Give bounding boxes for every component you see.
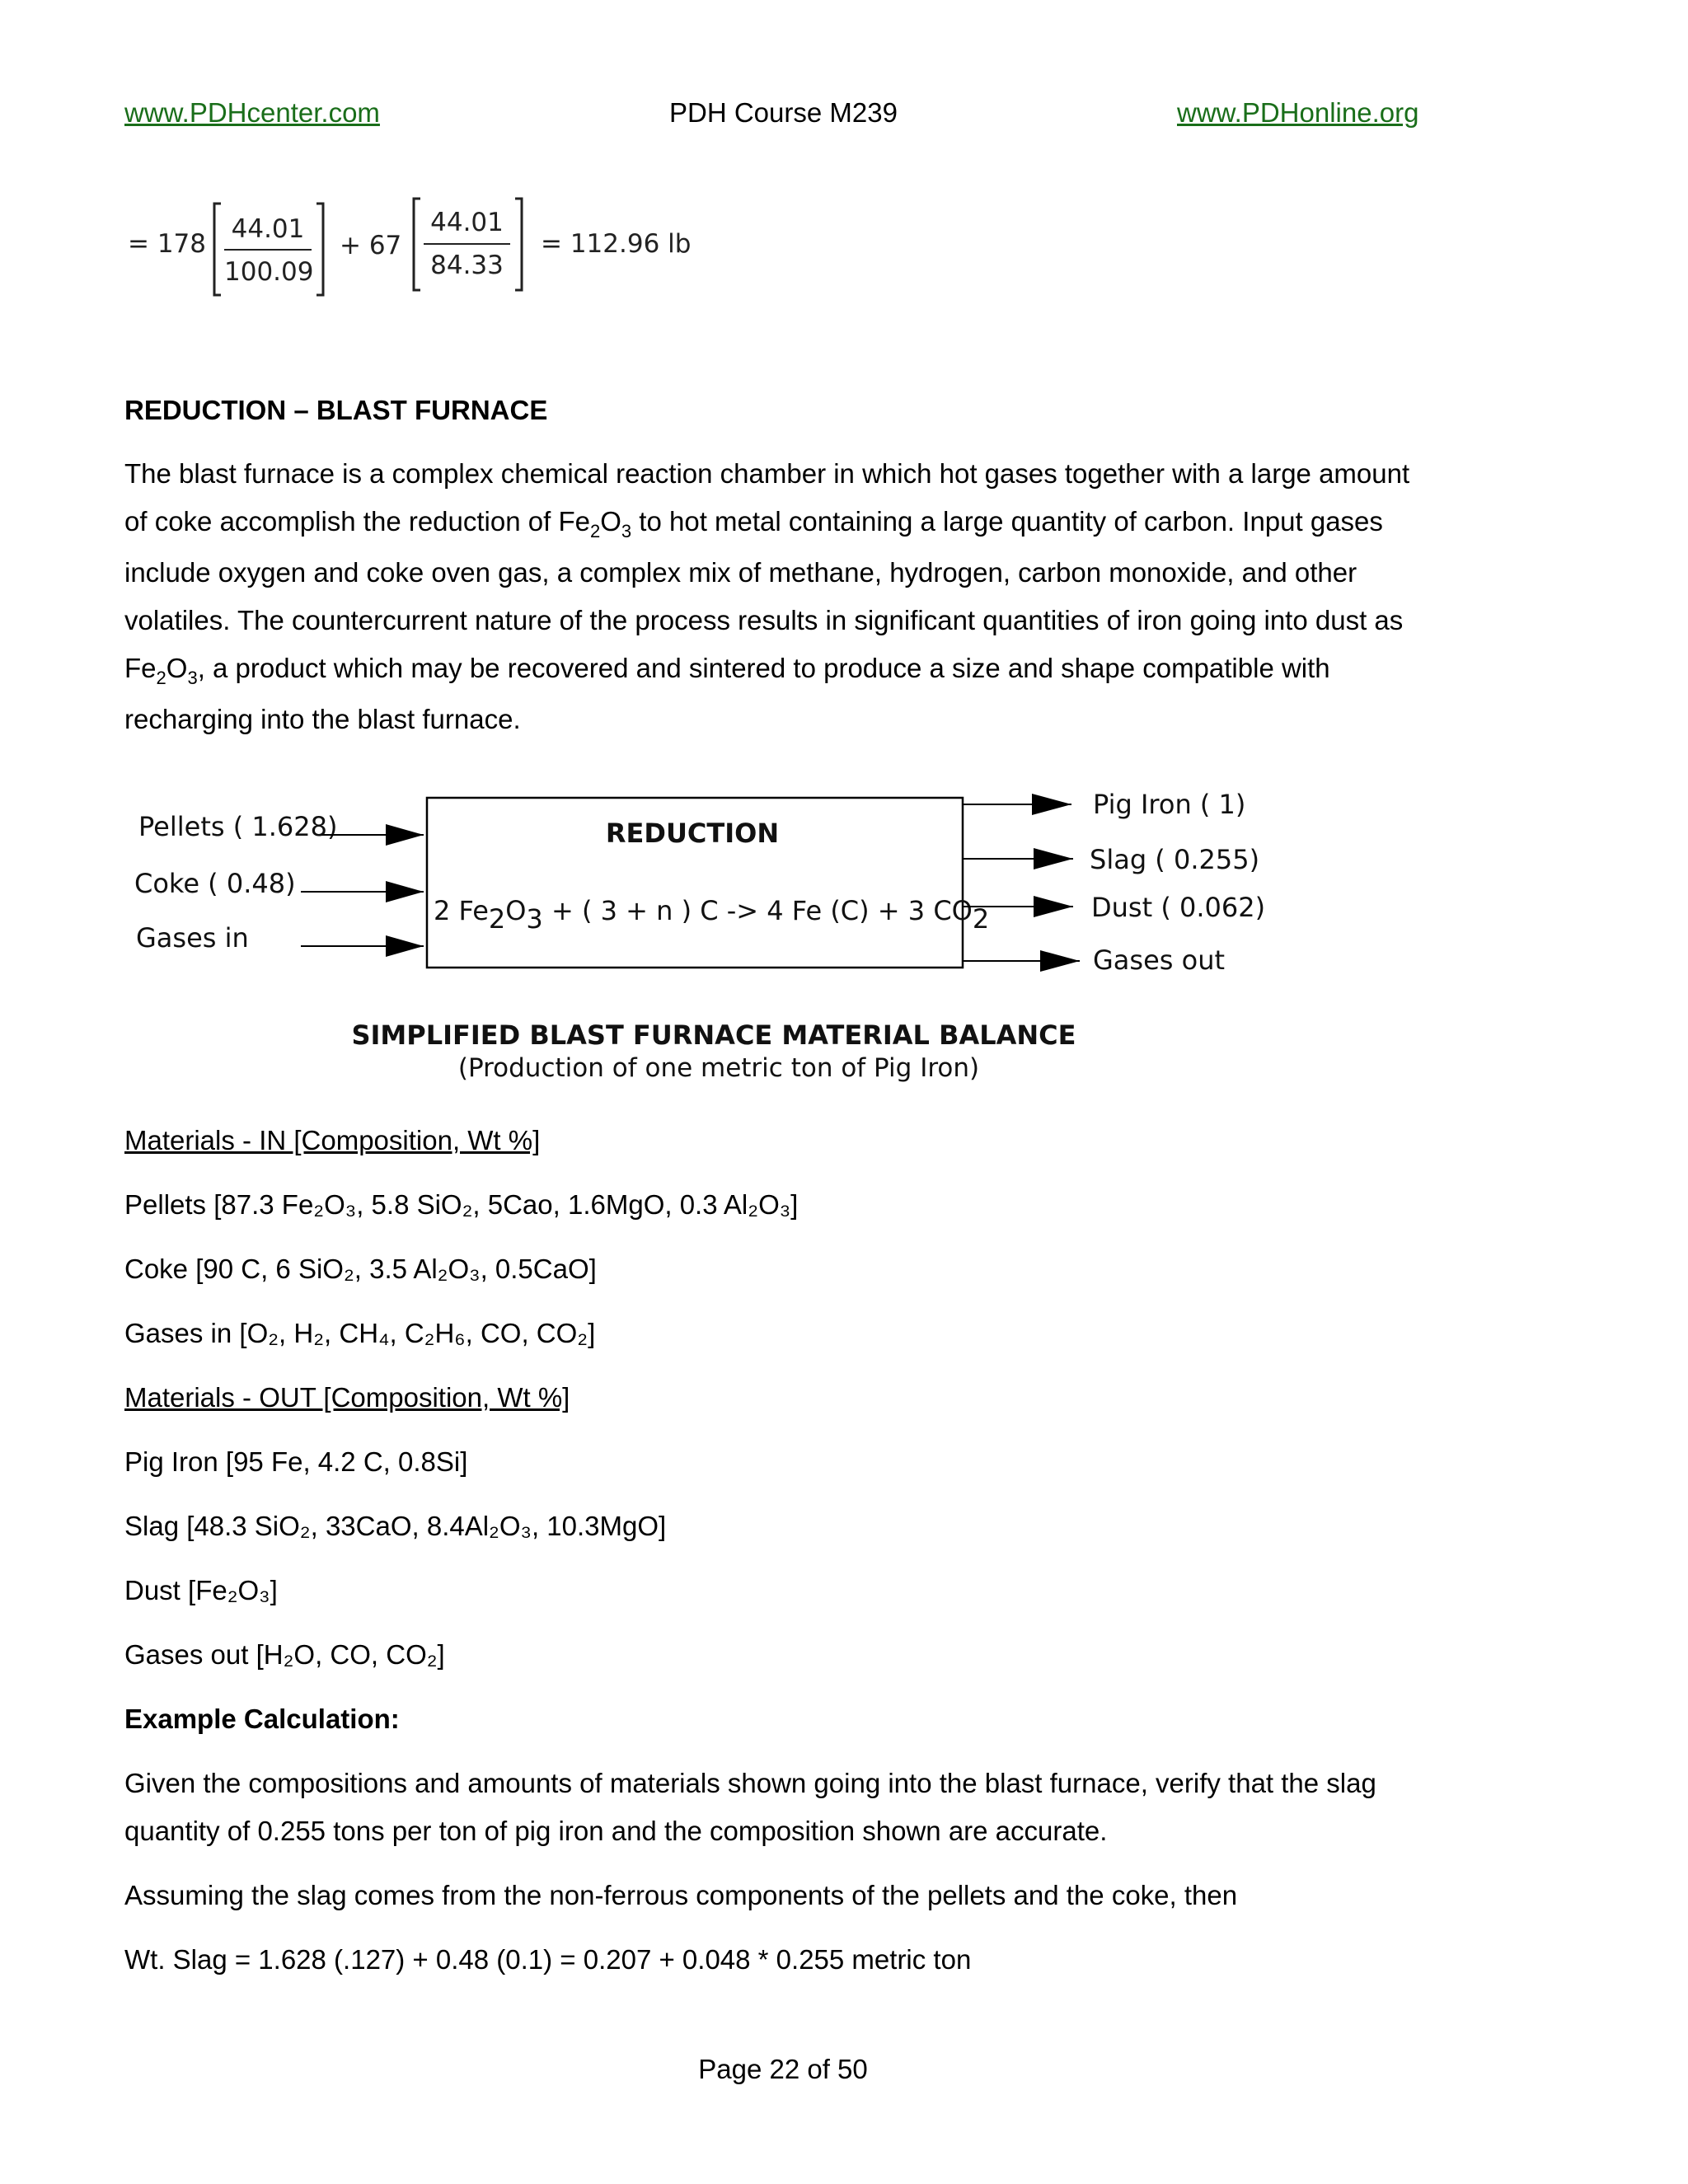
frac1-denominator: 100.09	[224, 257, 314, 287]
pig-iron-line: Pig Iron [95 Fe, 4.2 C, 0.8Si]	[124, 1446, 468, 1477]
input-label-coke: Coke ( 0.48)	[134, 868, 296, 899]
header-right-link[interactable]: www.PDHonline.org	[1177, 97, 1419, 128]
gases-in-line: Gases in [O₂, H₂, CH₄, C₂H₆, CO, CO₂]	[124, 1318, 596, 1348]
section-title: REDUCTION – BLAST FURNACE	[124, 395, 548, 425]
slag-weight-equation: Wt. Slag = 1.628 (.127) + 0.48 (0.1) = 0.207 + 0.048 * 0.255 metric ton	[124, 1944, 972, 1975]
slag-line: Slag [48.3 SiO₂, 33CaO, 8.4Al₂O₃, 10.3MgO]	[124, 1511, 667, 1541]
output-label-pig-iron: Pig Iron ( 1)	[1093, 789, 1246, 820]
example-paragraph-line-1: Given the compositions and amounts of materials shown going into the blast furnace, verify that the slag	[124, 1768, 1376, 1798]
co2-equation	[0, 0, 742, 330]
materials-in-heading: Materials - IN [Composition, Wt %]	[124, 1125, 541, 1155]
example-paragraph-line-2: quantity of 0.255 tons per ton of pig iron and the composition shown are accurate.	[124, 1816, 1108, 1846]
output-label-slag: Slag ( 0.255)	[1090, 844, 1260, 875]
equation-result: = 112.96 lb	[541, 229, 692, 259]
equation-lead: = 178	[128, 229, 206, 259]
output-label-gases: Gases out	[1093, 944, 1226, 976]
equation-brackets	[0, 0, 742, 330]
input-label-gases: Gases in	[136, 922, 249, 954]
intro-line-1: The blast furnace is a complex chemical reaction chamber in which hot gases together with a large amount	[124, 458, 1410, 489]
materials-out-heading: Materials - OUT [Composition, Wt %]	[124, 1382, 570, 1413]
diagram-caption-sub: (Production of one metric ton of Pig Iron)	[457, 1053, 980, 1083]
intro-line-6: recharging into the blast furnace.	[124, 704, 521, 734]
gases-out-line: Gases out [H₂O, CO, CO₂]	[124, 1639, 445, 1670]
frac1-numerator: 44.01	[231, 214, 305, 244]
pellets-line: Pellets [87.3 Fe₂O₃, 5.8 SiO₂, 5Cao, 1.6MgO, 0.3 Al₂O₃]	[124, 1189, 799, 1220]
intro-line-3: include oxygen and coke oven gas, a complex mix of methane, hydrogen, carbon monoxide, and other	[124, 557, 1357, 588]
frac2-denominator: 84.33	[430, 251, 504, 280]
input-label-pellets: Pellets ( 1.628)	[138, 811, 338, 842]
equation-plus: + 67	[340, 231, 402, 260]
intro-paragraph	[124, 450, 1608, 743]
dust-line: Dust [Fe₂O₃]	[124, 1575, 278, 1605]
output-label-dust: Dust ( 0.062)	[1091, 892, 1266, 923]
reaction-equation: 2 Fe2O3 + ( 3 + n ) C -> 4 Fe (C) + 3 CO2	[434, 895, 990, 935]
reduction-title: REDUCTION	[605, 818, 780, 849]
intro-line-2: of coke accomplish the reduction of $Fe_2O_3$ to hot metal containing a large quantity of carbon. Input gases	[124, 506, 1383, 541]
page-number: Page 22 of 50	[698, 2054, 868, 2084]
header-left-link[interactable]: www.PDHcenter.com	[124, 97, 380, 128]
blast-furnace-diagram	[0, 766, 1319, 1104]
frac2-numerator: 44.01	[430, 208, 504, 237]
diagram-caption-title: SIMPLIFIED BLAST FURNACE MATERIAL BALANCE	[351, 1019, 1076, 1051]
example-heading: Example Calculation:	[124, 1704, 400, 1734]
example-paragraph-2: Assuming the slag comes from the non-ferrous components of the pellets and the coke, then	[124, 1880, 1238, 1910]
coke-line: Coke [90 C, 6 SiO₂, 3.5 Al₂O₃, 0.5CaO]	[124, 1254, 597, 1284]
intro-line-4: volatiles. The countercurrent nature of the process results in significant quantities of iron going into dust as	[124, 605, 1404, 635]
intro-line-5: $Fe_2O_3$, a product which may be recovered and sintered to produce a size and shape compatible with	[124, 653, 1330, 688]
header-course-title: PDH Course M239	[669, 97, 898, 128]
